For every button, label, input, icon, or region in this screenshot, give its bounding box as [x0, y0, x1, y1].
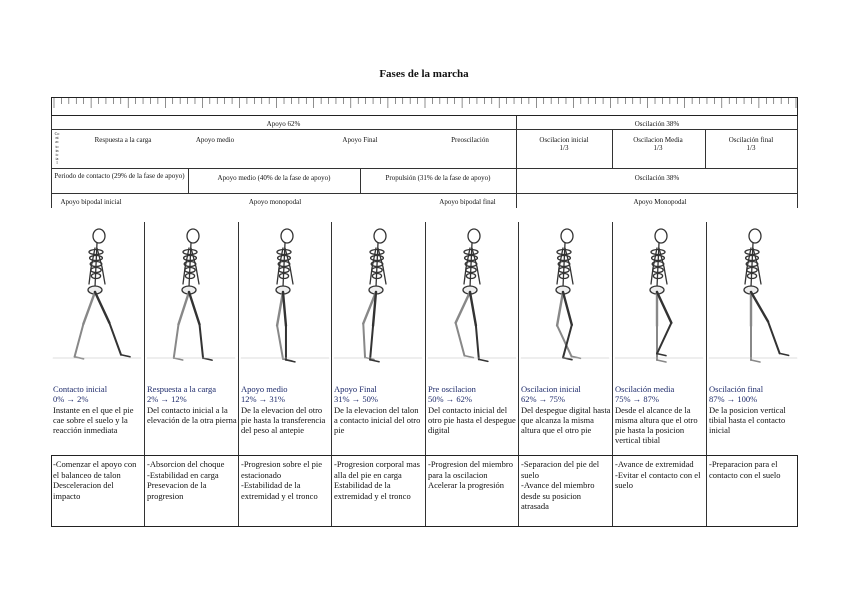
header-line-1	[51, 129, 798, 130]
support-monopodal: Apoyo monopodal	[248, 198, 302, 206]
initial-contact-marker: Co nt ac to in ic ia l	[54, 131, 60, 166]
phase-objectives: -Avance de extremidad -Evitar el contacto con el suelo	[615, 459, 701, 490]
phase-name: Apoyo Final	[334, 384, 377, 394]
support-bipodal-initial: Apoyo bipodal inicial	[60, 198, 122, 206]
phase-description: De la elevacion del talon a contacto inicial del otro pie	[334, 405, 421, 435]
phase-description: De la elevacion del otro pie hasta la transferencia del peso al antepie	[241, 405, 326, 435]
phase-range: 2% → 12%	[147, 394, 187, 404]
support-monopodal-swing: Apoyo Monopodal	[633, 198, 687, 206]
phase-objectives: -Preparacion para el contacto con el suelo	[709, 459, 781, 480]
phase-description: Desde el alcance de la misma altura que el otro pie hasta la posicion vertical tibial	[615, 405, 698, 445]
phase-title	[428, 384, 518, 404]
phase-title	[53, 384, 143, 404]
phase-description: Del contacto inicial a la elevación de la otra pierna	[147, 405, 237, 425]
phase-objectives: -Progresion sobre el pie estacionado -Estabilidad de la extremidad y el tronco	[241, 459, 322, 501]
header-line-3	[51, 193, 798, 194]
phase-title	[709, 384, 799, 404]
header-right-border	[797, 116, 798, 208]
phase-header-terminal-swing: Oscilación final 1/3	[728, 136, 774, 152]
phase-title	[334, 384, 424, 404]
phase-description: Del contacto inicial del otro pie hasta el despegue digital	[428, 405, 516, 435]
phase-description: Instante en el que el pie cae sobre el suelo y la reacción inmediata	[53, 405, 134, 435]
phase-name: Oscilacion inicial	[521, 384, 581, 394]
gait-figure-1	[51, 222, 143, 364]
phase-title	[147, 384, 237, 404]
stance-label: Apoyo 62%	[266, 120, 301, 128]
phase-title	[615, 384, 705, 404]
phase-header-terminal-stance: Apoyo Final	[342, 136, 378, 144]
gait-figure-3	[239, 222, 331, 364]
gait-figure-7	[613, 222, 705, 364]
phase-title	[241, 384, 331, 404]
period-swing: Oscilación 38%	[634, 174, 680, 182]
gait-figure-5	[426, 222, 518, 364]
phase-range: 50% → 62%	[428, 394, 472, 404]
phase-objectives: -Progresion del miembro para la oscilacion Acelerar la progresión	[428, 459, 513, 490]
phase-description: De la posicion vertical tibial hasta el contacto inicial	[709, 405, 786, 435]
phase-range: 31% → 50%	[334, 394, 378, 404]
phase-objectives: -Absorcion del choque -Estabilidad en carga Presevacion de la progresion	[147, 459, 225, 501]
phase-header-mid-swing: Oscilacion Media 1/3	[633, 136, 683, 152]
phase-range: 0% → 2%	[53, 394, 89, 404]
period-contact: Periodo de contacto (29% de la fase de apoyo)	[54, 172, 185, 180]
phase-name: Apoyo medio	[241, 384, 288, 394]
phase-range: 12% → 31%	[241, 394, 285, 404]
percentage-ruler	[51, 97, 798, 116]
phase-range: 62% → 75%	[521, 394, 565, 404]
phase-title	[521, 384, 611, 404]
phase-name: Oscilación media	[615, 384, 675, 394]
phase-header-preswing: Preoscilación	[451, 136, 489, 144]
phase-name: Contacto inicial	[53, 384, 108, 394]
phase-header-loading: Respuesta a la carga	[94, 136, 152, 144]
phase-description: Del despegue digital hasta que alcanza la misma altura que el otro pie	[521, 405, 611, 435]
phase-name: Oscilación final	[709, 384, 764, 394]
phase-name: Respuesta a la carga	[147, 384, 216, 394]
period-propulsion: Propulsión (31% de la fase de apoyo)	[385, 174, 491, 182]
gait-figure-8	[707, 222, 799, 364]
phase-header-initial-swing: Oscilacion inicial 1/3	[539, 136, 589, 152]
stance-swing-divider	[516, 116, 517, 208]
gait-figure-2	[145, 222, 237, 364]
phase-objectives: -Comenzar el apoyo con el balanceo de talon Desceleracion del impacto	[53, 459, 137, 501]
phase-range: 87% → 100%	[709, 394, 758, 404]
period-divider-1	[188, 168, 189, 193]
phase-name: Pre oscilacion	[428, 384, 476, 394]
period-midstance: Apoyo medio (40% de la fase de apoyo)	[217, 174, 331, 182]
phase-objectives: -Progresion corporal mas alla del pie en carga Estabilidad de la extremidad y el tronco	[334, 459, 420, 501]
phase-range: 75% → 87%	[615, 394, 659, 404]
phase-header-midstance: Apoyo medio	[195, 136, 235, 144]
header-line-2	[51, 168, 798, 169]
period-divider-2	[360, 168, 361, 193]
page-title: Fases de la marcha	[379, 68, 469, 80]
gait-figure-6	[519, 222, 611, 364]
support-bipodal-final: Apoyo bipodal final	[439, 198, 496, 206]
phase-objectives: -Separacion del pie del suelo -Avance del miembro desde su posicion atrasada	[521, 459, 600, 511]
swing-label: Oscilación 38%	[634, 120, 680, 128]
gait-figure-4	[332, 222, 424, 364]
